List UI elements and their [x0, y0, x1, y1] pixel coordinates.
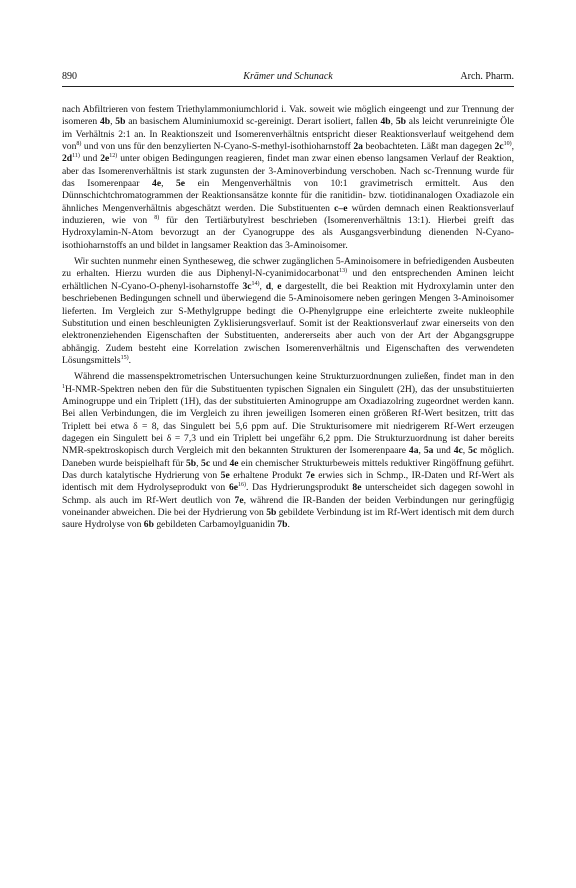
text-run: gebildete Verbindung ist im Rf-Wert identisch mit dem durch saure Hydrolyse von	[62, 507, 515, 531]
text-run: .	[128, 354, 132, 366]
text-run: ein chemischer Strukturbeweis mittels reduktiver Ringöffnung geführt. Das durch katalytische Hydrierung von	[62, 457, 515, 481]
compound-label: 7e	[234, 494, 244, 506]
text-run: an basischem Aluminiumoxid sc-gereinigt. Derart isoliert, fallen	[125, 116, 381, 128]
header-authors: Krämer und Schunack	[243, 71, 333, 82]
compound-label: 5c	[468, 445, 478, 457]
header-journal: Arch. Pharm.	[460, 71, 514, 82]
compound-label: 6e	[228, 482, 238, 494]
text-run: unter obigen Bedingungen reagieren, findet man zwar einen ebenso langsamen Verlauf der Reaktion, aber das Isomerenverhältnis ist stark zugunsten der 3-Aminoverbindung verschoben. Nach sc-Trennung wurde für das Isomerenpaar	[62, 153, 514, 190]
text-run: dargestellt, die bei Reaktion mit Hydroxylamin unter den beschriebenen Bedingungen schnell und überwiegend die 5-Aminoisomere neben geringen Mengen 3-Aminoisomer lieferten. Im Vergleich zur S-Methylgruppe bedingt die O-Phenylgruppe eine erleichterte zweite nukleophile Substitution und einen beschleunigten Zyklisierungsverlauf. Somit ist der Reaktionsverlauf zwar einerseits von den elektronenziehenden Eigenschaften der Substituenten, andererseits aber auch von der Art der Abgangsgruppe abhängig. Zudem besteht eine Korrelation zwischen Isomerenverhältnis und Eigenschaften des verwendeten Lösungsmittels	[62, 280, 515, 366]
reference-superscript: 11)	[72, 153, 80, 160]
compound-label: 5a	[423, 445, 434, 457]
text-run: nach Abfiltrieren von festem Triethylammoniumchlorid i. Vak. soweit wie möglich eingeengt und zur Trennung der isomeren	[62, 104, 514, 128]
reference-superscript: 12)	[109, 153, 118, 160]
text-run: und von uns für den benzylierten N-Cyano-S-methyl-isothioharnstoff	[81, 141, 354, 153]
text-run: Wir suchten nunmehr einen Syntheseweg, die schwer zugänglichen 5-Aminoisomere in befriedigenden Ausbeuten zu erhalten. Hierzu wurden die aus Diphenyl-N-cyanimidocarbonat	[62, 256, 514, 280]
paragraph-3	[62, 371, 514, 531]
compound-label: 4b	[380, 116, 391, 128]
text-run: erhaltene Produkt	[229, 469, 306, 481]
compound-label: 4e	[229, 457, 239, 469]
compound-label: 3c	[242, 280, 252, 292]
text-run: ,	[511, 141, 514, 153]
text-run: ,	[390, 116, 396, 128]
text-run: und	[433, 445, 454, 457]
compound-label: 5b	[115, 116, 126, 128]
header-rule	[62, 86, 514, 87]
compound-label: 4e	[152, 178, 162, 190]
text-run: . Das Hydrierungsprodukt	[246, 482, 353, 494]
text-run: ,	[462, 445, 469, 457]
text-run: H-NMR-Spektren neben den für die Substituenten typischen Signalen ein Singulett (2H), das der unsubstituierten Aminogruppe und ein Triplett (1H), das der substituierten Aminogruppe am Oxadiazolring zugeordnet werden kann. Bei allen Verbindungen, die im Vergleich zu ihren jeweiligen Isomeren einen größeren Rf-Wert besitzen, tritt das Triplett bei etwa δ = 8, das Singulett bei 5,6 ppm auf. Die Strukturisomere mit niedrigerem Rf-Wert erzeugen dagegen ein Singulett bei δ = 7,3 und ein Triplett bei ungefähr 6,2 ppm. Die Strukturzuordnung ist daher bereits NMR-spektroskopisch durch Vergleich mit den bekannten Strukturen der Isomerenpaare	[62, 383, 514, 457]
compound-label: c–e	[334, 202, 348, 214]
compound-label: e	[277, 280, 282, 292]
compound-label: 4a	[408, 445, 419, 457]
compound-label: 7e	[305, 469, 315, 481]
compound-label: 7b	[277, 519, 288, 531]
text-run: und	[79, 153, 101, 165]
reference-superscript: 14)	[251, 280, 260, 287]
compound-label: 5b	[186, 457, 197, 469]
compound-label: 2a	[353, 141, 363, 153]
compound-label: 5b	[266, 507, 277, 518]
compound-label: 2d	[62, 153, 73, 165]
compound-label: 4b	[99, 116, 111, 128]
text-run: ,	[110, 116, 116, 128]
reference-superscript: 8)	[76, 140, 82, 147]
text-run: ,	[418, 445, 424, 457]
compound-label: 8e	[352, 482, 362, 494]
page-number: 890	[62, 71, 77, 82]
text-run: , während die IR-Banden der beiden Verbindungen nur geringfügig voneinander abweichen. Die bei der Hydrierung von	[62, 494, 514, 518]
reference-superscript: 16)	[238, 482, 246, 489]
body-text	[62, 104, 514, 533]
text-run: .	[287, 519, 290, 531]
text-run: würden demnach einen Reaktionsverlauf induzieren, wie von	[62, 202, 514, 227]
reference-superscript: 10)	[503, 140, 512, 147]
compound-label: 5e	[176, 178, 186, 190]
compound-label: 5b	[395, 116, 406, 128]
reference-superscript: 1	[62, 383, 65, 390]
text-run: ,	[259, 280, 266, 292]
compound-label: 2c	[494, 141, 504, 153]
text-run: beobachteten. Läßt man dagegen	[362, 141, 495, 153]
text-run: unterscheidet sich dagegen sowohl in Schmp. als auch im Rf-Wert deutlich von	[62, 482, 514, 506]
reference-superscript: 15)	[120, 354, 129, 361]
text-run: ,	[161, 178, 176, 190]
text-run: und	[210, 457, 230, 469]
running-header	[62, 70, 514, 84]
reference-superscript: 13)	[339, 268, 348, 275]
compound-label: d	[265, 280, 272, 292]
text-run: ,	[271, 280, 278, 292]
compound-label: 2e	[100, 153, 110, 165]
text-run: als leicht verunreinigte Öle im Verhältnis 2:1 an. In Reaktionszeit und Isomerenverhältnis entspricht dieser Reaktionsverlauf weitgehend dem von	[62, 116, 515, 153]
text-run: möglich. Daneben wurde beispielhaft für	[62, 445, 514, 469]
paragraph-2	[62, 256, 514, 367]
compound-label: 4c	[453, 445, 463, 457]
text-run: Während die massenspektrometrischen Untersuchungen keine Strukturzuordnungen zuließen, findet man in den	[74, 371, 514, 383]
compound-label: 6b	[143, 519, 154, 531]
paragraph-1	[62, 104, 514, 252]
text-run: erwies sich in Schmp., IR-Daten und Rf-Wert als identisch mit dem Hydrolyseprodukt von	[62, 469, 514, 494]
text-run: gebildeten Carbamoylguanidin	[153, 519, 278, 531]
reference-superscript: 8)	[154, 214, 160, 221]
text-run: und den entsprechenden Aminen leicht erhältlichen N-Cyano-O-phenyl-isoharnstoffe	[62, 268, 515, 292]
compound-label: 5e	[220, 469, 230, 481]
text-run: ein Mengenverhältnis von 10:1 gravimetrisch ermittelt. Aus den Dünnschichtchromatogrammen der Reaktionsansätze konnte für die ranitidin- bzw. tiotidinanalogen Oxadiazole ein ähnliches Mengenverhältnis abgeschätzt werden. Die Substituenten	[62, 178, 514, 214]
compound-label: 5c	[201, 457, 211, 469]
text-run: ,	[196, 457, 202, 469]
text-run: für den Tertiärbutylrest beschrieben (Isomerenverhältnis 13:1). Hierbei greift das Hydroxylamin-N-Atom bevorzugt an der Cyanogruppe des als Ausgangsverbindung dienenden N-Cyano-isothioharnstoffs an und bildet in langsamer Reaktion das 3-Aminoisomer.	[62, 215, 514, 251]
